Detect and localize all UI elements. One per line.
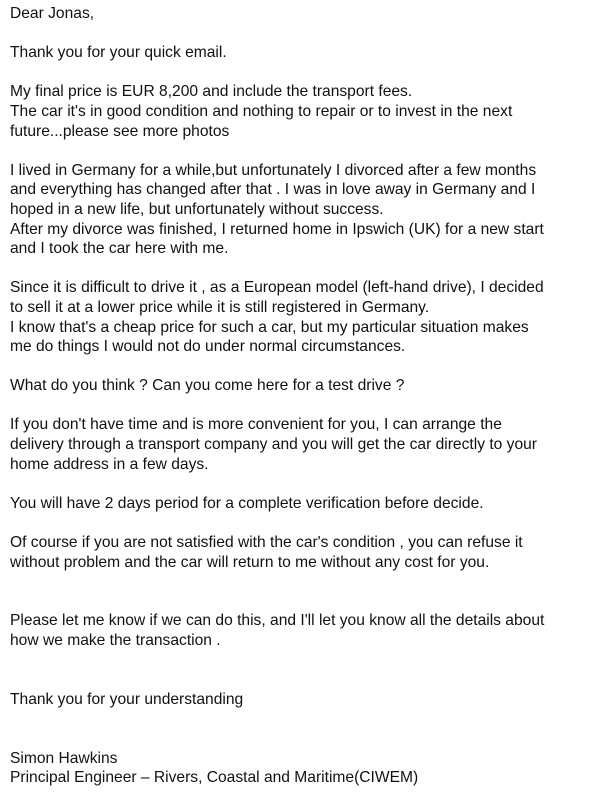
paragraph-gap xyxy=(10,396,593,416)
text-line: If you don't have time and is more convenient for you, I can arrange the xyxy=(10,416,502,434)
paragraph-background xyxy=(10,161,593,259)
text-line: Please let me know if we can do this, and I'll let you know all the details about xyxy=(10,612,545,630)
paragraph-verification xyxy=(10,494,593,514)
text-line: to sell it at a lower price while it is still registered in Germany. xyxy=(10,298,430,316)
text-line: The car it's in good condition and nothing to repair or to invest in the next xyxy=(10,102,513,120)
text-line: delivery through a transport company and you will get the car directly to your xyxy=(10,436,537,454)
text-line: future...please see more photos xyxy=(10,122,230,140)
closing: Thank you for your understanding xyxy=(10,690,244,708)
paragraph-reason xyxy=(10,278,593,356)
text-line: and I took the car here with me. xyxy=(10,240,229,258)
paragraph-gap xyxy=(10,259,593,279)
signature xyxy=(10,749,593,788)
text-line: I lived in Germany for a while,but unfortunately I divorced after a few months xyxy=(10,161,537,179)
paragraph-request xyxy=(10,611,593,650)
text-line: hoped in a new life, but unfortunately without success. xyxy=(10,200,384,218)
signature-name: Simon Hawkins xyxy=(10,749,118,767)
text-line: home address in a few days. xyxy=(10,455,209,473)
text-line: Since it is difficult to drive it , as a European model (left-hand drive), I decided xyxy=(10,279,544,297)
text-line: You will have 2 days period for a complete verification before decide. xyxy=(10,494,484,512)
paragraph-gap xyxy=(10,141,593,161)
paragraph-refusal xyxy=(10,533,593,572)
greeting: Dear Jonas, xyxy=(10,5,95,22)
paragraph-gap xyxy=(10,651,593,690)
paragraph-gap xyxy=(10,572,593,611)
text-line: My final price is EUR 8,200 and include the transport fees. xyxy=(10,83,413,101)
text-line: After my divorce was finished, I returned home in Ipswich (UK) for a new start xyxy=(10,220,544,238)
text-line: how we make the transaction . xyxy=(10,632,221,649)
text-line: and everything has changed after that . I was in love away in Germany and I xyxy=(10,181,536,199)
paragraph-delivery xyxy=(10,415,593,474)
paragraph-gap xyxy=(10,474,593,494)
paragraph-gap xyxy=(10,63,593,83)
paragraph-gap xyxy=(10,357,593,377)
paragraph-thanks xyxy=(10,43,593,63)
text-line: I know that's a cheap price for such a car, but my particular situation makes xyxy=(10,318,529,336)
text-line: without problem and the car will return to me without any cost for you. xyxy=(10,553,490,571)
signature-title: Principal Engineer – Rivers, Coastal and Maritime(CIWEM) xyxy=(10,769,419,787)
text-line: me do things I would not do under normal circumstances. xyxy=(10,338,406,356)
paragraph-question xyxy=(10,376,593,396)
paragraph-gap xyxy=(10,709,593,748)
paragraph-gap xyxy=(10,24,593,44)
text-line: Of course if you are not satisfied with the car's condition , you can refuse it xyxy=(10,534,523,552)
paragraph-gap xyxy=(10,513,593,533)
paragraph-price xyxy=(10,82,593,141)
text-line: Thank you for your quick email. xyxy=(10,44,227,62)
text-line: What do you think ? Can you come here for a test drive ? xyxy=(10,377,405,395)
